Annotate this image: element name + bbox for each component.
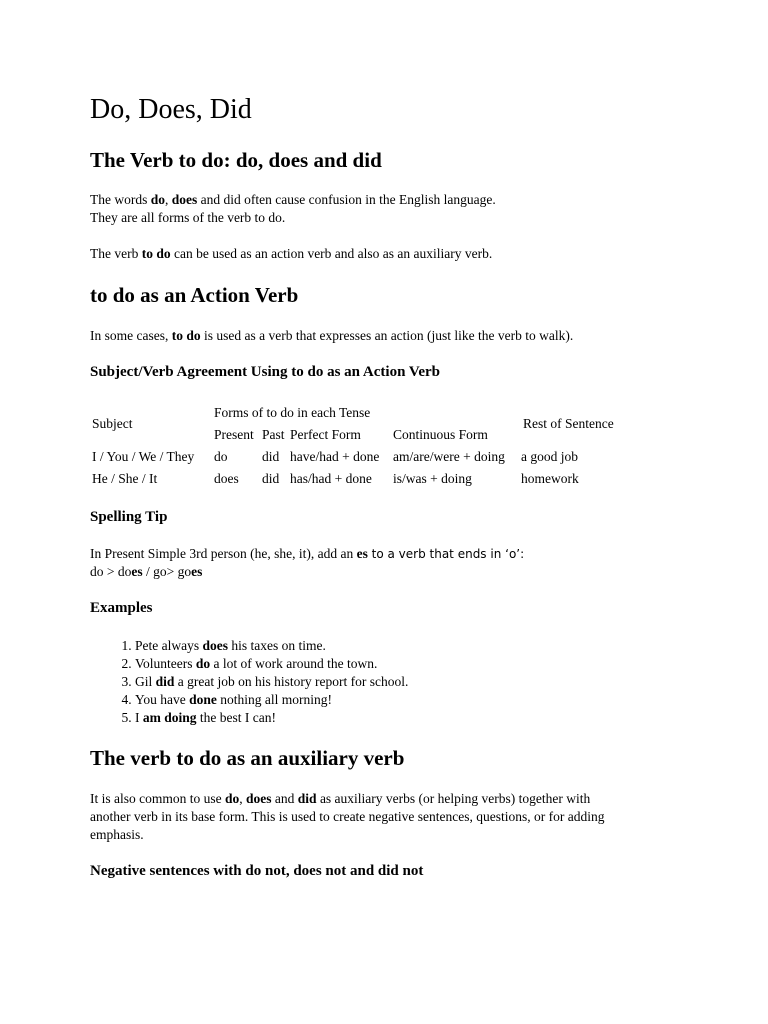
table-header-forms: Forms of to do in each Tense <box>214 405 371 420</box>
text-run: to a verb that ends in ‘o’: <box>367 547 525 561</box>
text-run: nothing all morning! <box>216 692 333 707</box>
text-run: and did often cause confusion in the English language. <box>197 192 496 207</box>
section-heading-verb-to-do: The Verb to do: do, does and did <box>90 148 382 172</box>
bold-run: did <box>155 674 175 689</box>
text-run: It is also common to use <box>90 791 225 806</box>
text-run: / go> go <box>142 564 192 579</box>
bold-run: done <box>189 692 217 707</box>
text-run: Gil <box>135 674 156 689</box>
subheading-examples: Examples <box>90 600 153 616</box>
list-item <box>135 691 408 709</box>
text-run: Volunteers <box>135 656 196 671</box>
text-run: a great job on his history report for school. <box>174 674 409 689</box>
section-heading-auxiliary-verb: The verb to do as an auxiliary verb <box>90 746 405 770</box>
paragraph-intro <box>90 191 496 227</box>
text-run: Pete always <box>135 638 203 653</box>
list-item <box>135 637 408 655</box>
paragraph-action-verb <box>90 327 573 345</box>
bold-run: do <box>225 791 240 806</box>
text-run: and <box>271 791 298 806</box>
table-cell: is/was + doing <box>393 471 472 486</box>
bold-run: es <box>356 546 368 561</box>
list-item <box>135 709 408 727</box>
table-header-subject: Subject <box>92 416 133 431</box>
section-heading-action-verb: to do as an Action Verb <box>90 283 299 307</box>
text-run: , <box>239 791 247 806</box>
table-header-past: Past <box>262 427 285 442</box>
bold-run: am doing <box>142 710 197 725</box>
table-header-rest: Rest of Sentence <box>523 416 614 431</box>
subheading-agreement: Subject/Verb Agreement Using to do as an Action Verb <box>90 364 441 380</box>
bold-run: do <box>150 192 166 207</box>
text-run: In some cases, <box>90 328 172 343</box>
table-cell: He / She / It <box>92 471 158 486</box>
text-run: another verb in its base form. This is used to create negative sentences, questions, or for adding <box>90 809 605 824</box>
page-title: Do, Does, Did <box>90 94 252 125</box>
text-run: The verb <box>90 246 142 261</box>
text-run: The words <box>90 192 151 207</box>
table-header-row <box>90 402 616 424</box>
text-run: In Present Simple 3rd person (he, she, it), add an <box>90 546 357 561</box>
bold-run: does <box>246 791 272 806</box>
table-cell: homework <box>521 471 579 486</box>
text-run: his taxes on time. <box>228 638 326 653</box>
bold-run: es <box>191 564 203 579</box>
text-run: do > do <box>90 564 132 579</box>
bold-run: es <box>131 564 143 579</box>
examples-list <box>90 637 408 727</box>
bold-run: to do <box>171 328 201 343</box>
table-cell: does <box>214 471 239 486</box>
bold-run: to do <box>141 246 171 261</box>
table-cell: did <box>262 449 280 464</box>
text-run: is used as a verb that expresses an action (just like the verb to walk). <box>200 328 574 343</box>
text-run: , <box>165 192 172 207</box>
paragraph-verb-usage <box>90 245 492 263</box>
table-header-perfect: Perfect Form <box>290 427 361 442</box>
text-run: can be used as an action verb and also as an auxiliary verb. <box>170 246 493 261</box>
table-header-continuous: Continuous Form <box>393 427 488 442</box>
text-run: the best I can! <box>196 710 276 725</box>
text-run: You have <box>135 692 190 707</box>
bold-run: does <box>171 192 198 207</box>
text-run: They are all forms of the verb to do. <box>90 210 286 225</box>
list-item <box>135 673 408 691</box>
table-row <box>90 468 616 490</box>
table-row <box>90 446 616 468</box>
table-header-present: Present <box>214 427 254 442</box>
text-run: emphasis. <box>90 827 144 842</box>
text-run: as auxiliary verbs (or helping verbs) together with <box>316 791 591 806</box>
paragraph-spelling-tip <box>90 545 524 581</box>
table-cell: has/had + done <box>290 471 372 486</box>
table-cell: did <box>262 471 280 486</box>
bold-run: does <box>202 638 228 653</box>
bold-run: did <box>297 791 317 806</box>
table-cell: a good job <box>521 449 578 464</box>
table-cell: I / You / We / They <box>92 449 195 464</box>
bold-run: do <box>195 656 211 671</box>
list-item <box>135 655 408 673</box>
text-run: I <box>135 710 143 725</box>
subheading-negative-sentences: Negative sentences with do not, does not and did not <box>90 863 424 879</box>
paragraph-auxiliary <box>90 790 604 844</box>
table-cell: am/are/were + doing <box>393 449 505 464</box>
text-run: a lot of work around the town. <box>210 656 378 671</box>
subheading-spelling-tip: Spelling Tip <box>90 509 168 525</box>
agreement-table <box>90 402 616 490</box>
table-cell: do <box>214 449 228 464</box>
table-cell: have/had + done <box>290 449 380 464</box>
